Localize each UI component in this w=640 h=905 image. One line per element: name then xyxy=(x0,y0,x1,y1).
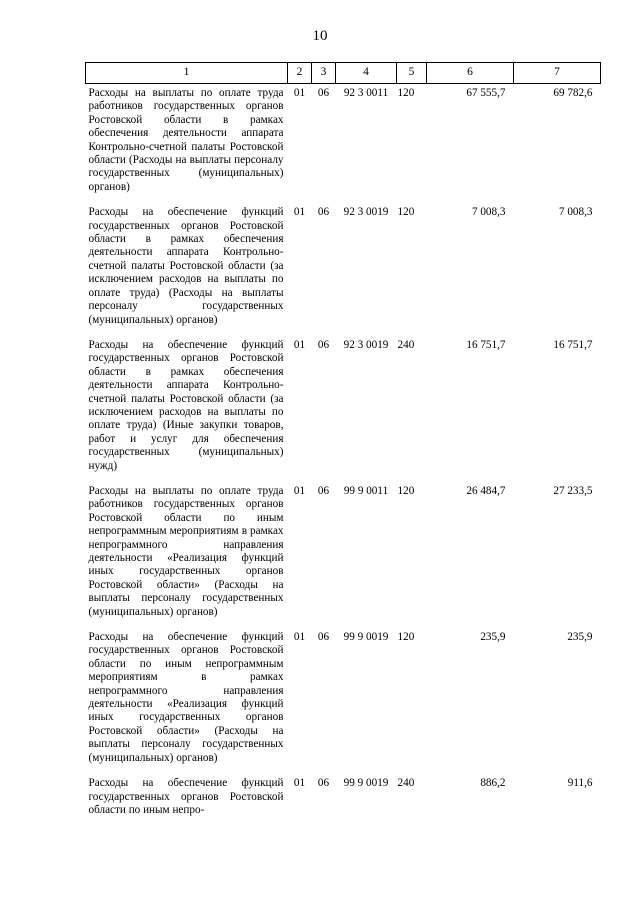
table-header-row xyxy=(86,63,601,84)
table-row xyxy=(86,482,601,628)
row-amount-year1: 16 751,7 xyxy=(466,338,506,351)
row-amount-year2: 235,9 xyxy=(567,631,593,644)
header-col-6: 6 xyxy=(427,63,514,84)
table-row xyxy=(86,203,601,336)
row-subsection: 06 xyxy=(317,87,330,99)
header-col-1: 1 xyxy=(86,63,288,84)
row-subsection: 06 xyxy=(317,777,330,790)
row-subsection: 06 xyxy=(317,484,330,497)
header-col-5: 5 xyxy=(397,63,427,84)
row-expense-type: 120 xyxy=(397,631,415,644)
row-subsection: 06 xyxy=(317,338,330,351)
row-amount-year2: 27 233,5 xyxy=(553,484,593,497)
row-section: 01 xyxy=(293,338,306,351)
row-section: 01 xyxy=(293,87,306,99)
row-section: 01 xyxy=(293,484,306,497)
row-amount-year1: 886,2 xyxy=(480,777,506,790)
row-amount-year1: 235,9 xyxy=(480,631,506,644)
row-amount-year1: 67 555,7 xyxy=(466,87,506,99)
header-col-3: 3 xyxy=(312,63,336,84)
row-description: Расходы на обеспечение функций государственных органов Ростовской области по иным непрограммным мероприятиям в рамках непрограммного направления деятельности «Реализация функций иных государственных органов Ростовской области» (Расходы на выплаты персоналу государственных (муниципальных) органов) xyxy=(88,631,284,764)
table-row xyxy=(86,84,601,204)
header-col-4: 4 xyxy=(336,63,397,84)
row-target-article: 99 9 0011 xyxy=(343,484,389,497)
table-row xyxy=(86,336,601,482)
row-amount-year2: 911,6 xyxy=(567,777,593,790)
row-expense-type: 240 xyxy=(397,777,415,790)
page-number: 10 xyxy=(312,28,328,44)
row-amount-year2: 69 782,6 xyxy=(553,87,593,99)
table-row xyxy=(86,628,601,774)
row-expense-type: 240 xyxy=(397,338,415,351)
budget-table xyxy=(85,62,601,826)
row-expense-type: 120 xyxy=(397,206,415,219)
header-col-7: 7 xyxy=(514,63,601,84)
row-description: Расходы на выплаты по оплате труда работников государственных органов Ростовской области по иным непрограммным мероприятиям в рамках непрограммного направления деятельности «Реализация функций иных государственных органов Ростовской области» (Расходы на выплаты персоналу государственных (муниципальных) органов) xyxy=(88,484,284,618)
row-description: Расходы на обеспечение функций государственных органов Ростовской области по иным непро- xyxy=(88,777,284,816)
row-section: 01 xyxy=(293,777,306,790)
row-target-article: 92 3 0011 xyxy=(343,87,389,99)
row-amount-year1: 7 008,3 xyxy=(471,206,506,219)
header-col-2: 2 xyxy=(288,63,312,84)
row-target-article: 99 9 0019 xyxy=(343,777,389,790)
row-amount-year2: 16 751,7 xyxy=(553,338,593,351)
row-subsection: 06 xyxy=(317,206,330,219)
row-section: 01 xyxy=(293,206,306,219)
row-expense-type: 120 xyxy=(397,484,415,497)
row-target-article: 92 3 0019 xyxy=(343,338,389,351)
row-description: Расходы на обеспечение функций государственных органов Ростовской области в рамках обеспечения деятельности аппарата Контрольно-счетной палаты Ростовской области (за исключением расходов на выплаты по оплате труда) (Иные закупки товаров, работ и услуг для обеспечения государственных (муниципальных) нужд) xyxy=(88,338,284,472)
row-expense-type: 120 xyxy=(397,87,415,99)
row-section: 01 xyxy=(293,631,306,644)
row-amount-year1: 26 484,7 xyxy=(466,484,506,497)
row-description: Расходы на выплаты по оплате труда работников государственных органов Ростовской области в рамках обеспечения деятельности аппарата Контрольно-счетной палаты Ростовской области (Расходы на выплаты персоналу государственных (муниципальных) органов) xyxy=(88,87,284,193)
table-row xyxy=(86,774,601,826)
row-target-article: 99 9 0019 xyxy=(343,631,389,644)
row-amount-year2: 7 008,3 xyxy=(558,206,593,219)
row-subsection: 06 xyxy=(317,631,330,644)
row-target-article: 92 3 0019 xyxy=(343,206,389,219)
row-description: Расходы на обеспечение функций государственных органов Ростовской области в рамках обеспечения деятельности аппарата Контрольно-счетной палаты Ростовской области (за исключением расходов на выплаты по оплате труда) (Расходы на выплаты персоналу государственных (муниципальных) органов) xyxy=(88,206,284,326)
